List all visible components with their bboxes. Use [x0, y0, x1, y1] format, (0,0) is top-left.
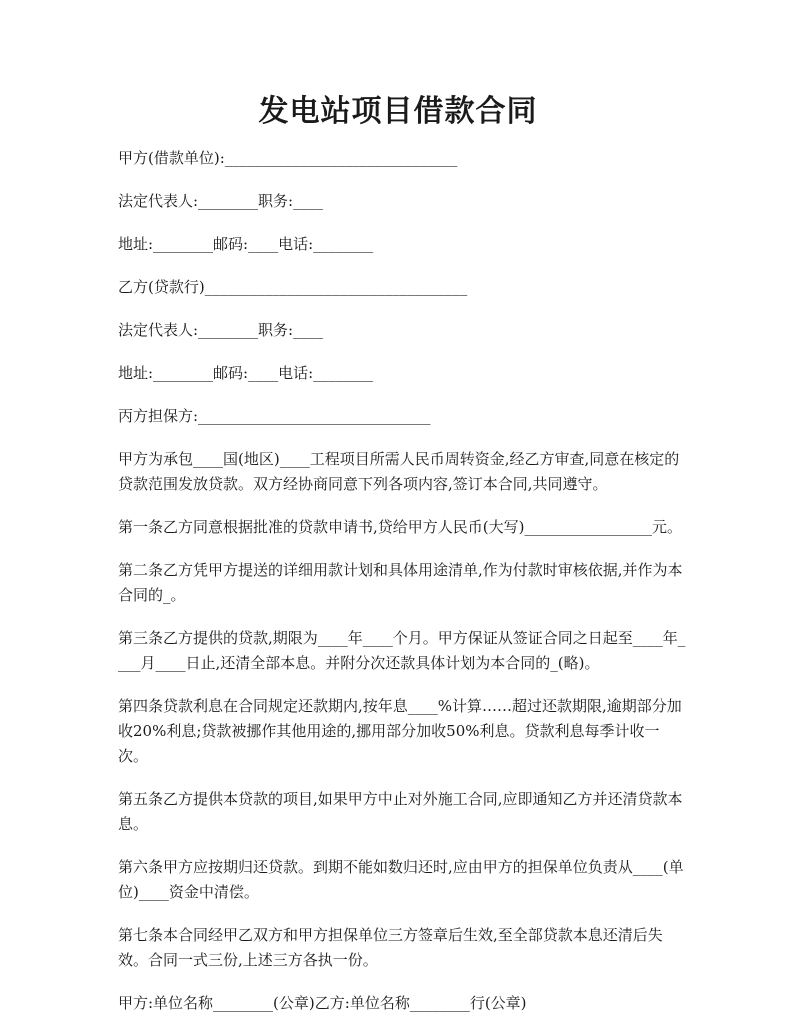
party-c-guarantor-line: 丙方担保方:_______________________________ [118, 407, 431, 425]
article-5: 第五条乙方提供本贷款的项目,如果甲方中止对外施工合同,应即通知乙方并还清贷款本息。 [118, 790, 683, 833]
article-2: 第二条乙方凭甲方提送的详细用款计划和具体用途清单,作为付款时审核依据,并作为本合同的_。 [118, 561, 683, 604]
party-b-representative-line: 法定代表人:________职务:____ [118, 321, 324, 339]
article-1: 第一条乙方同意根据批准的贷款申请书,贷给甲方人民币(大写)_________________元。 [118, 518, 682, 536]
party-a-representative-line: 法定代表人:________职务:____ [118, 192, 324, 210]
article-7: 第七条本合同经甲乙双方和甲方担保单位三方签章后生效,至全部贷款本息还清后失效。合同一式三份,上述三方各执一份。 [118, 926, 663, 969]
document-body [118, 146, 688, 1034]
party-a-address-line: 地址:________邮码:____电话:________ [118, 235, 374, 253]
article-4: 第四条贷款利息在合同规定还款期内,按年息____%计算……超过还款期限,逾期部分加收20%利息;贷款被挪作其他用途的,挪用部分加收50%利息。贷款利息每季计收一次。 [118, 697, 682, 765]
article-6: 第六条甲方应按期归还贷款。到期不能如数归还时,应由甲方的担保单位负责从____(单位)____资金中清偿。 [118, 858, 684, 901]
document-title: 发电站项目借款合同 [258, 94, 538, 129]
article-3: 第三条乙方提供的贷款,期限为____年____个月。甲方保证从签证合同之日起至____年____月____日止,还清全部本息。并附分次还款具体计划为本合同的_(略)。 [118, 629, 686, 672]
party-b-line: 乙方(贷款行)___________________________________ [118, 278, 468, 296]
preamble-paragraph: 甲方为承包____国(地区)____工程项目所需人民币周转资金,经乙方审查,同意在核定的贷款范围发放贷款。双方经协商同意下列各项内容,签订本合同,共同遵守。 [118, 450, 680, 493]
party-b-address-line: 地址:________邮码:____电话:________ [118, 364, 374, 382]
party-a-line: 甲方(借款单位):_______________________________ [118, 149, 458, 167]
signature-line: 甲方:单位名称________(公章)乙方:单位名称________行(公章) [118, 994, 527, 1012]
